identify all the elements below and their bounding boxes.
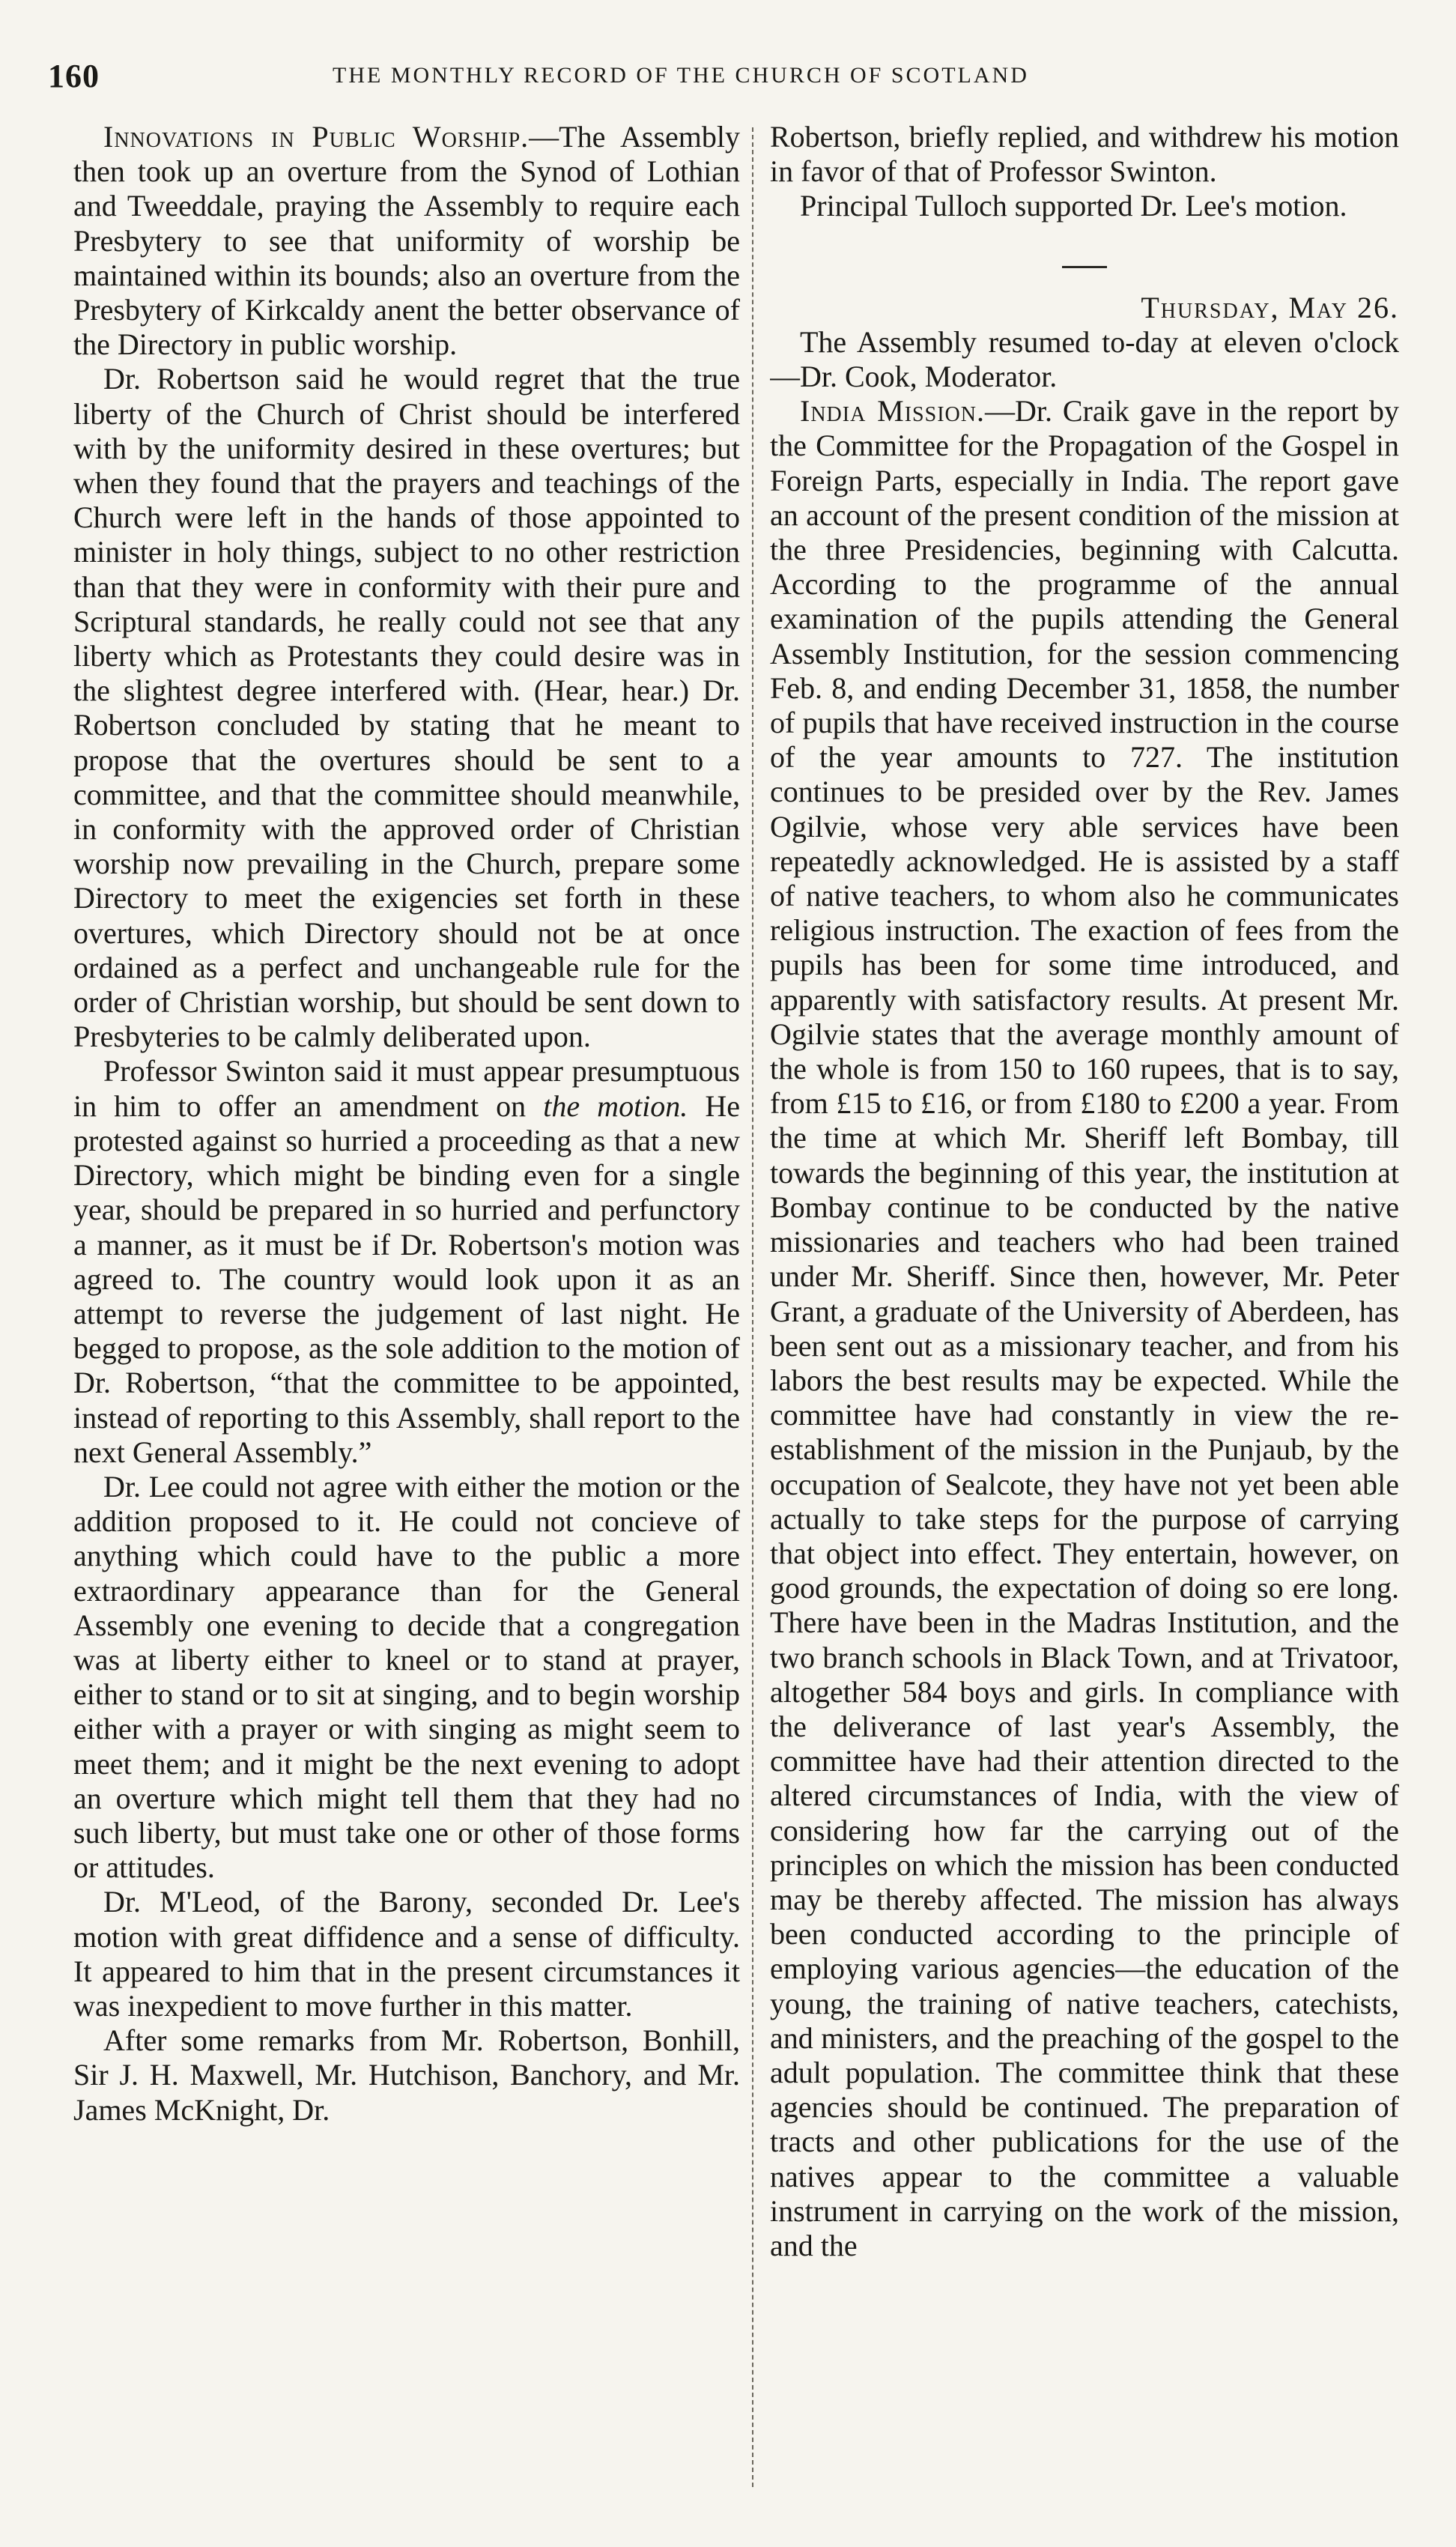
dateline: Thursday, May 26.: [1141, 290, 1399, 324]
section-heading-innovations: Innovations in Public Worship.: [103, 120, 530, 154]
paragraph-innovations: [73, 120, 740, 362]
paragraph-remarks: After some remarks from Mr. Robertson, Bonhill, Sir J. H. Maxwell, Mr. Hutchison, Banchory, and Mr. James McKnight, Dr.: [73, 2023, 740, 2127]
right-column: [770, 120, 1399, 2502]
column-divider: [752, 127, 753, 2487]
section-separator: [1062, 266, 1107, 268]
page-number: 160: [48, 58, 100, 94]
paragraph-text: —Dr. Craik gave in the report by the Committee for the Propagation of the Gospel in Foreign Parts, especially in India. The report gave an account of the present condition of the mission at the three Presidencies, beginning with Calcutta. According to the programme of the annual examination of the pupils attending the General Assembly Institution, for the session commencing Feb. 8, and ending December 31, 1858, the number of pupils that have received instruction in the course of the year amounts to 727. The institution continues to be presided over by the Rev. James Ogilvie, whose very able services have been repeatedly acknowledged. He is assisted by a staff of native teachers, to whom also he communicates religious instruction. The exaction of fees from the pupils has been for some time introduced, and apparently with satisfactory results. At present Mr. Ogilvie states that the average monthly amount of the whole is from 150 to 160 rupees, that is to say, from £15 to £16, or from £180 to £200 a year. From the time at which Mr. Sheriff left Bombay, till towards the beginning of this year, the institution at Bombay continue to be conducted by the native missionaries and teachers who had been trained under Mr. Sheriff. Since then, however, Mr. Peter Grant, a graduate of the University of Aberdeen, has been sent out as a missionary teacher, and from his labors the best results may be expected. While the committee have had constantly in view the re-establishment of the mission in the Punjaub, by the occupation of Sealcote, they have not yet been able actually to take steps for the purpose of carrying that object into effect. They entertain, however, on good grounds, the expectation of doing so ere long. There have been in the Madras Institution, and the two branch schools in Black Town, and at Trivatoor, altogether 584 boys and girls. In compliance with the deliverance of last year's Assembly, the committee have had their attention directed to the altered circumstances of India, with the view of considering how far the carrying out of the principles on which the mission has been conducted may be thereby affected. The mission has always been conducted according to the principle of employing various agencies—the education of the young, the training of native teachers, catechists, and ministers, and the preaching of the gospel to the adult population. The committee think that these agencies should be continued. The preparation of tracts and other publications for the use of the natives appear to the committee a valuable instrument in carrying on the work of the mission, and the: [770, 394, 1399, 2262]
italic-phrase: the motion.: [543, 1088, 688, 1123]
paragraph-text: —The Assembly then took up an overture from the Synod of Lothian and Tweeddale, praying the Assembly to require each Presbytery to see that uniformity of worship be maintained within its bounds; also an overture from the Presbytery of Kirkcaldy anent the better observance of the Directory in public worship.: [73, 120, 740, 362]
paragraph-mcleod: Dr. M'Leod, of the Barony, seconded Dr. Lee's motion with great diffidence and a sense of difficulty. It appeared to him that in the present circumstances it was inexpedient to move further in this matter.: [73, 1885, 740, 2023]
paragraph-robertson-reply: Robertson, briefly replied, and withdrew his motion in favor of that of Professor Swinton.: [770, 120, 1399, 189]
running-title: THE MONTHLY RECORD OF THE CHURCH OF SCOTLAND: [333, 63, 1029, 88]
section-heading-india-mission: India Mission.: [800, 394, 985, 428]
left-column: [73, 120, 740, 2502]
paragraph-tulloch: Principal Tulloch supported Dr. Lee's motion.: [800, 189, 1347, 223]
paragraph-robertson: Dr. Robertson said he would regret that the true liberty of the Church of Christ should be interfered with by the uniformity desired in these overtures; but when they found that the prayers and teachings of the Church were left in the hands of those appointed to minister in holy things, subject to no other restriction than that they were in conformity with their pure and Scriptural standards, he really could not see that any liberty which as Protestants they could desire was in the slightest degree interfered with. (Hear, hear.) Dr. Robertson concluded by stating that he meant to propose that the overtures should be sent to a committee, and that the committee should meanwhile, in conformity with the approved order of Christian worship now prevailing in the Church, prepare some Directory to meet the exigencies set forth in these overtures, which Directory should not be at once ordained as a perfect and unchangeable rule for the order of Christian worship, but should be sent down to Presbyteries to be calmly deliberated upon.: [73, 362, 740, 1054]
page-header: [48, 54, 1381, 99]
paragraph-lee: Dr. Lee could not agree with either the motion or the addition proposed to it. He could not concieve of anything which could have to the public a more extraordinary appearance than for the General Assembly one evening to decide that a congregation was at liberty either to kneel or to stand at prayer, either to stand or to sit at singing, and to begin worship either with a prayer or with singing as might seem to meet them; and it might be the next evening to adopt an overture which might tell them that they had no such liberty, but must take one or other of those forms or attitudes.: [73, 1469, 740, 1885]
paragraph-text: Professor Swinton said it must appear presumptuous in him to offer an amendment on: [73, 1054, 740, 1123]
paragraph-assembly-resumed: The Assembly resumed to-day at eleven o'clock—Dr. Cook, Moderator.: [770, 324, 1399, 394]
paragraph-india-mission: [770, 394, 1399, 2263]
paragraph-swinton: [73, 1054, 740, 1469]
paragraph-text: He protested against so hurried a proceeding as that a new Directory, which might be binding even for a single year, should be prepared in so hurried and perfunctory a manner, as it must be if Dr. Robertson's motion was agreed to. The country would look upon it as an attempt to reverse the judgement of last night. He begged to propose, as the sole addition to the motion of Dr. Robertson, “that the committee to be appointed, instead of reporting to this Assembly, shall report to the next General Assembly.”: [73, 1088, 740, 1469]
